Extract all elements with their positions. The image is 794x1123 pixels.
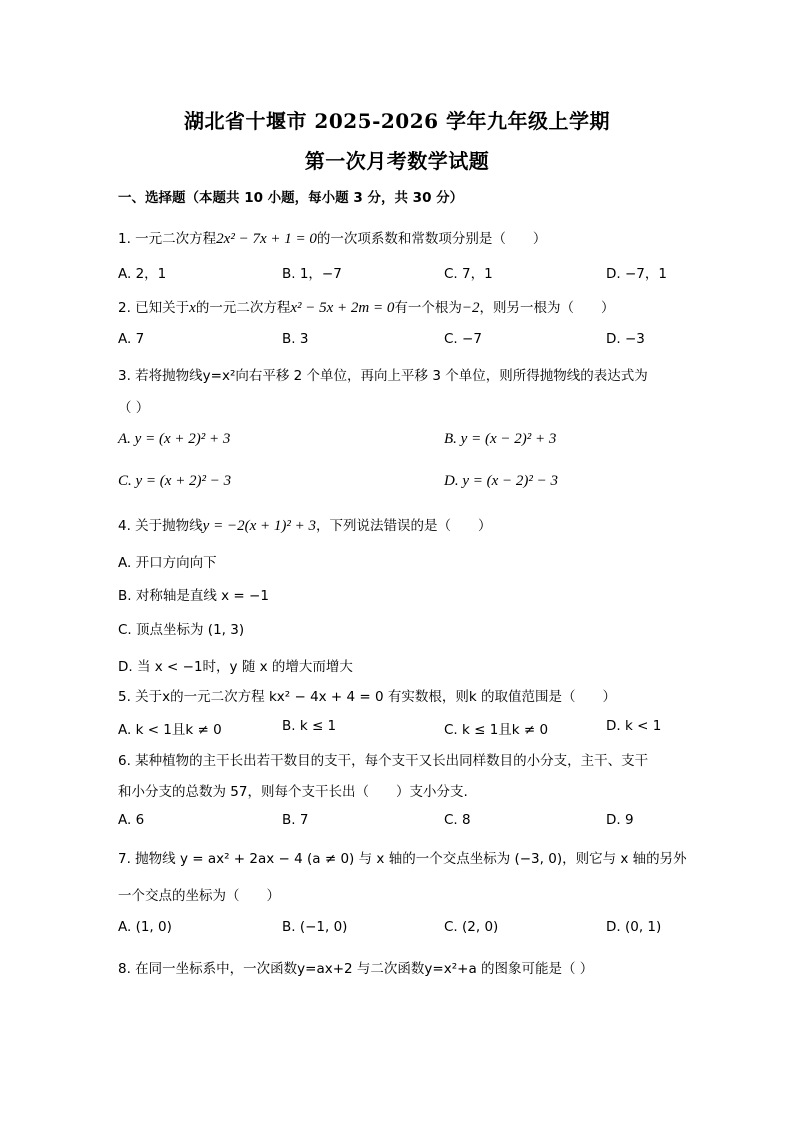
- q4-option-a: A. 开口方向向下: [118, 555, 217, 571]
- q2-root: −2: [461, 300, 480, 316]
- q1-option-d: D. −7，1: [606, 266, 667, 282]
- q1-option-b: B. 1，−7: [282, 266, 342, 282]
- q2-stem-c: 有一个根为: [394, 300, 462, 316]
- question-6-line-2: 和小分支的总数为 57，则每个支干长出（ ）支小分支.: [118, 784, 468, 800]
- q4-option-c: C. 顶点坐标为 (1, 3): [118, 622, 245, 638]
- section-heading: 一、选择题（本题共 10 小题，每小题 3 分，共 30 分）: [118, 190, 464, 206]
- q6-option-a: A. 6: [118, 812, 145, 828]
- question-7-line-1: 7. 抛物线 y = ax² + 2ax − 4 (a ≠ 0) 与 x 轴的一个交点坐标为 (−3, 0)，则它与 x 轴的另外: [118, 851, 687, 867]
- q6-option-d: D. 9: [606, 812, 634, 828]
- q1-stem-a: 1. 一元二次方程: [118, 231, 217, 247]
- question-1: [118, 227, 546, 248]
- q2-option-a: A. 7: [118, 331, 145, 347]
- q2-option-c: C. −7: [444, 331, 482, 347]
- q5-option-d: D. k < 1: [606, 718, 662, 734]
- q2-option-d: D. −3: [606, 331, 645, 347]
- question-2: [118, 296, 614, 317]
- title-line-1: 湖北省十堰市 2025-2026 学年九年级上学期: [183, 109, 611, 133]
- q2-stem-b: 的一元二次方程: [195, 300, 291, 316]
- q1-option-c: C. 7，1: [444, 266, 493, 282]
- question-6-line-1: 6. 某种植物的主干长出若干数目的支干，每个支干又长出同样数目的小分支，主干、支干: [118, 753, 649, 769]
- q1-math: 2x² − 7x + 1 = 0: [216, 231, 317, 247]
- q1-option-a: A. 2，1: [118, 266, 167, 282]
- q2-option-b: B. 3: [282, 331, 309, 347]
- question-8: 8. 在同一坐标系中，一次函数y=ax+2 与二次函数y=x²+a 的图象可能是（ ）: [118, 961, 594, 977]
- q7-option-d: D. (0, 1): [606, 919, 662, 935]
- q4-stem-b: ，下列说法错误的是（ ）: [315, 518, 492, 534]
- q2-var: x: [189, 300, 196, 316]
- q4-math: y = −2(x + 1)² + 3: [202, 518, 316, 534]
- q5-option-c: C. k ≤ 1且k ≠ 0: [444, 722, 549, 738]
- q6-option-b: B. 7: [282, 812, 309, 828]
- q1-stem-b: 的一次项系数和常数项分别是（ ）: [316, 231, 547, 247]
- question-3-line-2: （ ）: [118, 400, 150, 416]
- q5-option-a: A. k < 1且k ≠ 0: [118, 722, 222, 738]
- question-3-line-1: 3. 若将抛物线y=x²向右平移 2 个单位，再向上平移 3 个单位，则所得抛物线的表达式为: [118, 368, 648, 384]
- q6-option-c: C. 8: [444, 812, 471, 828]
- q2-stem-a: 2. 已知关于: [118, 300, 190, 316]
- q3-option-c: C. y = (x + 2)² − 3: [118, 473, 232, 489]
- q4-option-d: D. 当 x < −1时，y 随 x 的增大而增大: [118, 659, 353, 675]
- q2-math: x² − 5x + 2m = 0: [290, 300, 395, 316]
- title-line-2: 第一次月考数学试题: [304, 149, 490, 173]
- q3-option-a: A. y = (x + 2)² + 3: [118, 431, 231, 447]
- question-7-line-2: 一个交点的坐标为（ ）: [118, 888, 280, 904]
- q5-option-b: B. k ≤ 1: [282, 718, 337, 734]
- q2-stem-d: ，则另一根为（ ）: [479, 300, 615, 316]
- q3-option-b: B. y = (x − 2)² + 3: [444, 431, 557, 447]
- q7-option-b: B. (−1, 0): [282, 919, 348, 935]
- q7-option-c: C. (2, 0): [444, 919, 499, 935]
- question-5: 5. 关于x的一元二次方程 kx² − 4x + 4 = 0 有实数根，则k 的取值范围是（ ）: [118, 689, 617, 705]
- q4-stem-a: 4. 关于抛物线: [118, 518, 203, 534]
- q7-option-a: A. (1, 0): [118, 919, 172, 935]
- q4-option-b: B. 对称轴是直线 x = −1: [118, 588, 269, 604]
- q3-option-d: D. y = (x − 2)² − 3: [444, 473, 559, 489]
- question-4: [118, 514, 491, 535]
